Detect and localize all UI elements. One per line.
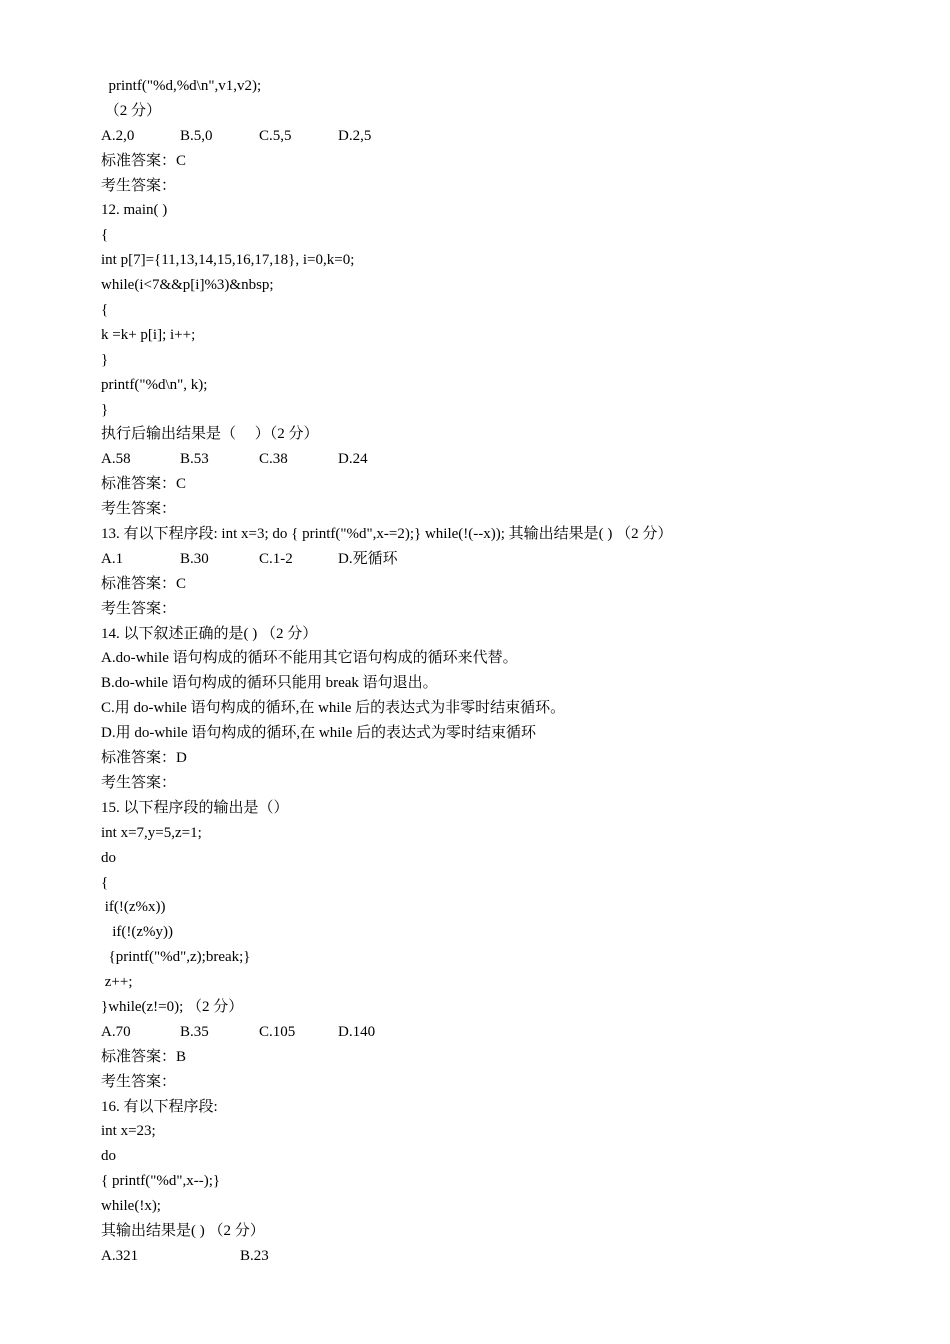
text-line: D.用 do-while 语句构成的循环,在 while 后的表达式为零时结束循环 <box>101 725 536 742</box>
answer-options-row <box>101 124 901 149</box>
exam-document <box>101 74 901 1269</box>
answer-option: C.38 <box>259 451 288 468</box>
student-answer: 考生答案： <box>101 600 177 617</box>
text-line: do <box>101 1148 116 1165</box>
answer-option: B.23 <box>240 1247 269 1264</box>
text-line: B.do-while 语句构成的循环只能用 break 语句退出。 <box>101 675 438 692</box>
text-line: {printf("%d",z);break;} <box>101 949 251 966</box>
answer-options-row <box>101 447 901 472</box>
standard-answer: 标准答案：C <box>101 575 187 592</box>
text-line: { <box>101 302 109 319</box>
answer-option: D.140 <box>338 1023 376 1040</box>
question-title: 13. 有以下程序段: int x=3; do { printf("%d",x-=2);} while(!(--x)); 其输出结果是( ) （2 分） <box>101 526 673 543</box>
text-line: } <box>101 351 109 368</box>
answer-option: A.2,0 <box>101 127 135 144</box>
standard-answer: 标准答案：C <box>101 152 187 169</box>
text-line: if(!(z%y)) <box>101 924 174 941</box>
text-line: （2 分） <box>101 102 162 119</box>
text-line: { printf("%d",x--);} <box>101 1173 221 1190</box>
answer-option: B.35 <box>180 1023 209 1040</box>
standard-answer: 标准答案：D <box>101 750 187 767</box>
text-line: k =k+ p[i]; i++; <box>101 326 196 343</box>
answer-option: A.70 <box>101 1023 131 1040</box>
answer-option: B.53 <box>180 451 209 468</box>
answer-option: C.105 <box>259 1023 296 1040</box>
text-line: } <box>101 401 109 418</box>
text-line: }while(z!=0); （2 分） <box>101 998 244 1015</box>
text-line: while(!x); <box>101 1198 161 1215</box>
text-line: { <box>101 227 109 244</box>
text-line: do <box>101 849 116 866</box>
text-line: printf("%d,%d\n",v1,v2); <box>101 78 262 94</box>
text-line: C.用 do-while 语句构成的循环,在 while 后的表达式为非零时结束循环。 <box>101 700 566 717</box>
answer-option: D.24 <box>338 451 368 468</box>
question-title: 15. 以下程序段的输出是（） <box>101 799 289 816</box>
question-title: 16. 有以下程序段: <box>101 1098 218 1115</box>
standard-answer: 标准答案：B <box>101 1048 187 1065</box>
answer-option: D.2,5 <box>338 127 372 144</box>
text-line: 其输出结果是( ) （2 分） <box>101 1222 265 1239</box>
standard-answer: 标准答案：C <box>101 476 187 493</box>
question-title: 14. 以下叙述正确的是( ) （2 分） <box>101 625 318 642</box>
text-line: printf("%d\n", k); <box>101 376 208 393</box>
text-line: 执行后输出结果是（ ）（2 分） <box>101 426 319 443</box>
text-line: int x=7,y=5,z=1; <box>101 824 202 841</box>
student-answer: 考生答案： <box>101 774 177 791</box>
answer-option: A.1 <box>101 550 124 567</box>
answer-option: A.58 <box>101 451 131 468</box>
student-answer: 考生答案： <box>101 1073 177 1090</box>
text-line: A.do-while 语句构成的循环不能用其它语句构成的循环来代替。 <box>101 650 518 667</box>
answer-option: A.321 <box>101 1247 139 1264</box>
answer-option: B.30 <box>180 550 209 567</box>
text-line: { <box>101 874 109 891</box>
text-line: if(!(z%x)) <box>101 899 166 916</box>
answer-option: D.死循环 <box>338 550 398 567</box>
answer-options-row <box>101 547 901 572</box>
text-line: int x=23; <box>101 1123 156 1140</box>
answer-options-row <box>101 1020 901 1045</box>
text-line: int p[7]={11,13,14,15,16,17,18}, i=0,k=0; <box>101 252 355 269</box>
question-title: 12. main( ) <box>101 202 168 219</box>
text-line: z++; <box>101 974 133 991</box>
text-line: while(i<7&&p[i]%3)&nbsp; <box>101 277 274 294</box>
answer-option: B.5,0 <box>180 127 213 144</box>
answer-option: C.5,5 <box>259 127 292 144</box>
student-answer: 考生答案： <box>101 501 177 518</box>
answer-options-row <box>101 1244 901 1269</box>
answer-option: C.1-2 <box>259 550 293 567</box>
student-answer: 考生答案： <box>101 177 177 194</box>
